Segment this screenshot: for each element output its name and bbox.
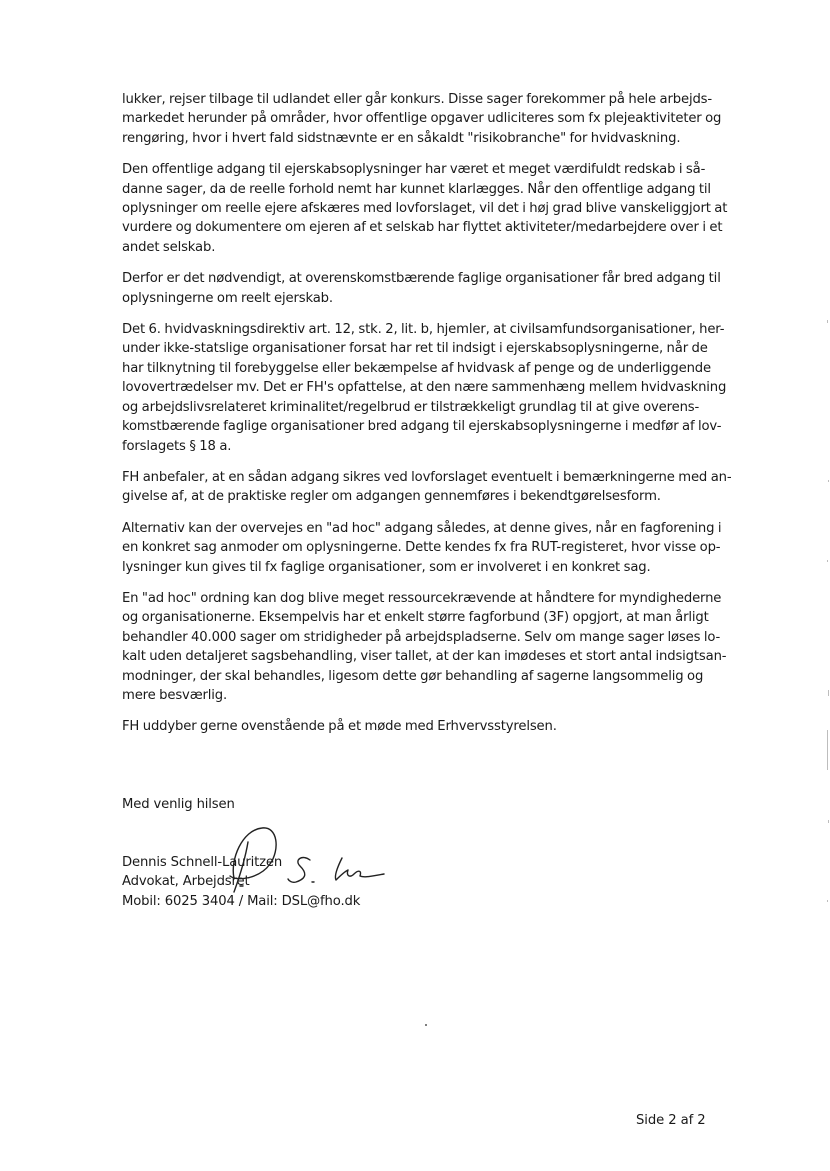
text-line: FH uddyber gerne ovenstående på et møde med Erhvervsstyrelsen. (122, 719, 557, 735)
handwritten-signature (212, 820, 402, 900)
text-line: En "ad hoc" ordning kan dog blive meget ressourcekrævende at håndtere for myndighederne (122, 590, 722, 606)
text-line: oplysningerne om reelt ejerskab. (122, 290, 333, 306)
text-line: vurdere og dokumentere om ejeren af et selskab har flyttet aktiviteter/medarbejdere over i et (122, 220, 723, 236)
paragraph-2 (122, 160, 728, 257)
text-line: Det 6. hvidvaskningsdirektiv art. 12, stk. 2, lit. b, hjemler, at civilsamfundsorganisationer, her- (122, 322, 725, 338)
text-line: har tilknytning til forebyggelse eller bekæmpelse af hvidvask af penge og de underliggende (122, 360, 711, 376)
letter-body (122, 90, 732, 749)
signer-contact: Mobil: 6025 3404 / Mail: DSL@fho.dk (122, 893, 361, 909)
text-line: lysninger kun gives til fx faglige organisationer, som er involveret i en konkret sag. (122, 559, 651, 575)
text-line: kalt uden detaljeret sagsbehandling, viser tallet, at der kan imødeses et stort antal indsigtsan- (122, 649, 727, 665)
text-line: andet selskab. (122, 239, 216, 255)
text-line: modninger, der skal behandles, ligesom dette gør behandling af sagerne langsommelig og (122, 668, 704, 684)
text-line: rengøring, hvor i hvert fald sidstnævnte er en såkaldt "risikobranche" for hvidvaskning. (122, 130, 681, 146)
paragraph-4 (122, 320, 727, 456)
text-line: forslagets § 18 a. (122, 438, 232, 454)
paragraph-8 (122, 717, 722, 736)
text-line: behandler 40.000 sager om stridigheder på arbejdspladserne. Selv om mange sager løses lo- (122, 629, 721, 645)
paragraph-5 (122, 468, 732, 507)
text-line: Derfor er det nødvendigt, at overenskomstbærende faglige organisationer får bred adgang til (122, 271, 721, 287)
paragraph-1 (122, 90, 722, 148)
signer-name: Dennis Schnell-Lauritzen (122, 855, 283, 870)
text-line: komstbærende faglige organisationer bred adgang til ejerskabsoplysningerne i medfør af lov- (122, 419, 722, 435)
text-line: lukker, rejser tilbage til udlandet eller går konkurs. Disse sager forekommer på hele arbejds- (122, 92, 713, 107)
text-line: Den offentlige adgang til ejerskabsoplysninger har været et meget værdifuldt redskab i så- (122, 162, 706, 178)
text-line: og arbejdslivsrelateret kriminalitet/regelbrud er tilstrækkeligt grundlag til at give overens- (122, 399, 700, 415)
text-line: under ikke-statslige organisationer forsat har ret til indsigt i ejerskabsoplysningerne, når de (122, 341, 708, 357)
scan-edge-marks (826, 300, 830, 1000)
paragraph-6 (122, 519, 722, 577)
text-line: danne sager, da de reelle forhold nemt har kunnet klarlægges. Når den offentlige adgang til (122, 181, 711, 197)
text-line: oplysninger om reelle ejere afskæres med lovforslaget, vil det i høj grad blive vanskeliggjort at (122, 201, 728, 217)
text-line: lovovertrædelser mv. Det er FH's opfattelse, at den nære sammenhæng mellem hvidvaskning (122, 380, 727, 396)
page-number: Side 2 af 2 (636, 1113, 706, 1128)
text-line: markedet herunder på områder, hvor offentlige opgaver udliciteres som fx plejeaktiviteter og (122, 111, 722, 127)
text-line: Alternativ kan der overvejes en "ad hoc" adgang således, at denne gives, når en fagforening i (122, 520, 722, 536)
paragraph-3 (122, 269, 722, 308)
paragraph-7 (122, 589, 727, 705)
text-line: og organisationerne. Eksempelvis har et enkelt større fagforbund (3F) opgjort, at man årligt (122, 610, 709, 626)
scan-speck (425, 1024, 427, 1026)
text-line: en konkret sag anmoder om oplysningerne. Dette kendes fx fra RUT-registeret, hvor visse op- (122, 540, 721, 556)
text-line: mere besværlig. (122, 687, 228, 703)
closing-greeting: Med venlig hilsen (122, 797, 235, 812)
text-line: givelse af, at de praktiske regler om adgangen gennemføres i bekendtgørelsesform. (122, 489, 661, 505)
signer-title: Advokat, Arbejdsret (122, 874, 250, 890)
text-line: FH anbefaler, at en sådan adgang sikres ved lovforslaget eventuelt i bemærkningerne med an- (122, 469, 732, 485)
